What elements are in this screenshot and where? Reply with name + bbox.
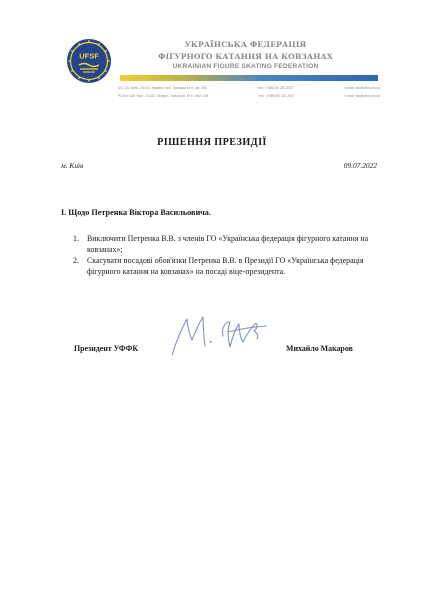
document-date: 09.07.2022 <box>343 161 377 170</box>
list-item-text: Виключити Петренка В.В. з членів ГО «Українська федерація фігурного катання на ковзанах»; <box>87 234 369 254</box>
org-name-uk-line2: ФІГУРНОГО КАТАННЯ НА КОВЗАНАХ <box>158 52 333 61</box>
address-en: PO box 120, Kyiv – 01042, Ukraine / Tarivka str. 19 b, office 205 <box>118 93 209 98</box>
federation-logo-icon <box>66 38 112 84</box>
phone: тел.: (+380) 50 310-2627 <box>257 86 294 90</box>
handwritten-signature-icon <box>166 312 272 360</box>
signatory-title: Президент УФФК <box>74 344 139 353</box>
letterhead-contacts <box>118 85 380 100</box>
contact-row-en <box>118 93 380 101</box>
contact-row-uk <box>118 85 380 93</box>
list-item-number: 2. <box>73 256 79 266</box>
decision-list <box>73 234 373 278</box>
email-2: e-mail: info@ufsf.com.ua <box>344 93 380 98</box>
org-name-uk-line1: УКРАЇНСЬКА ФЕДЕРАЦІЯ <box>184 40 307 49</box>
logo-lettering: UFSF <box>79 51 99 61</box>
document-city: м. Київ <box>61 161 84 170</box>
address-uk: А/С 120, Київ – 01042, Україна / вул. Турецька 19 б, оф. 205 <box>118 86 207 90</box>
email: e-mail: info@ufsf.com.ua <box>344 86 380 90</box>
list-item <box>73 234 373 255</box>
fax: тел.: (+380) 50 310-2627 <box>258 93 295 98</box>
signatory-name: Михайло Макаров <box>286 344 353 353</box>
list-item-text: Скасувати посадові обов'язки Петренка В.В. в Президії ГО «Українська федерація фігурного катання на ковзанах» на посаді віце-президента. <box>87 256 364 276</box>
letterhead-color-band <box>120 75 378 81</box>
document-title: РІШЕННЯ ПРЕЗИДІЇ <box>157 137 267 148</box>
section-heading: І. Щодо Петренка Віктора Васильовича. <box>61 208 211 217</box>
list-item <box>73 256 373 277</box>
list-item-number: 1. <box>73 234 79 243</box>
org-name-en: UKRAINIAN FIGURE SKATING FEDERATION <box>172 63 319 70</box>
